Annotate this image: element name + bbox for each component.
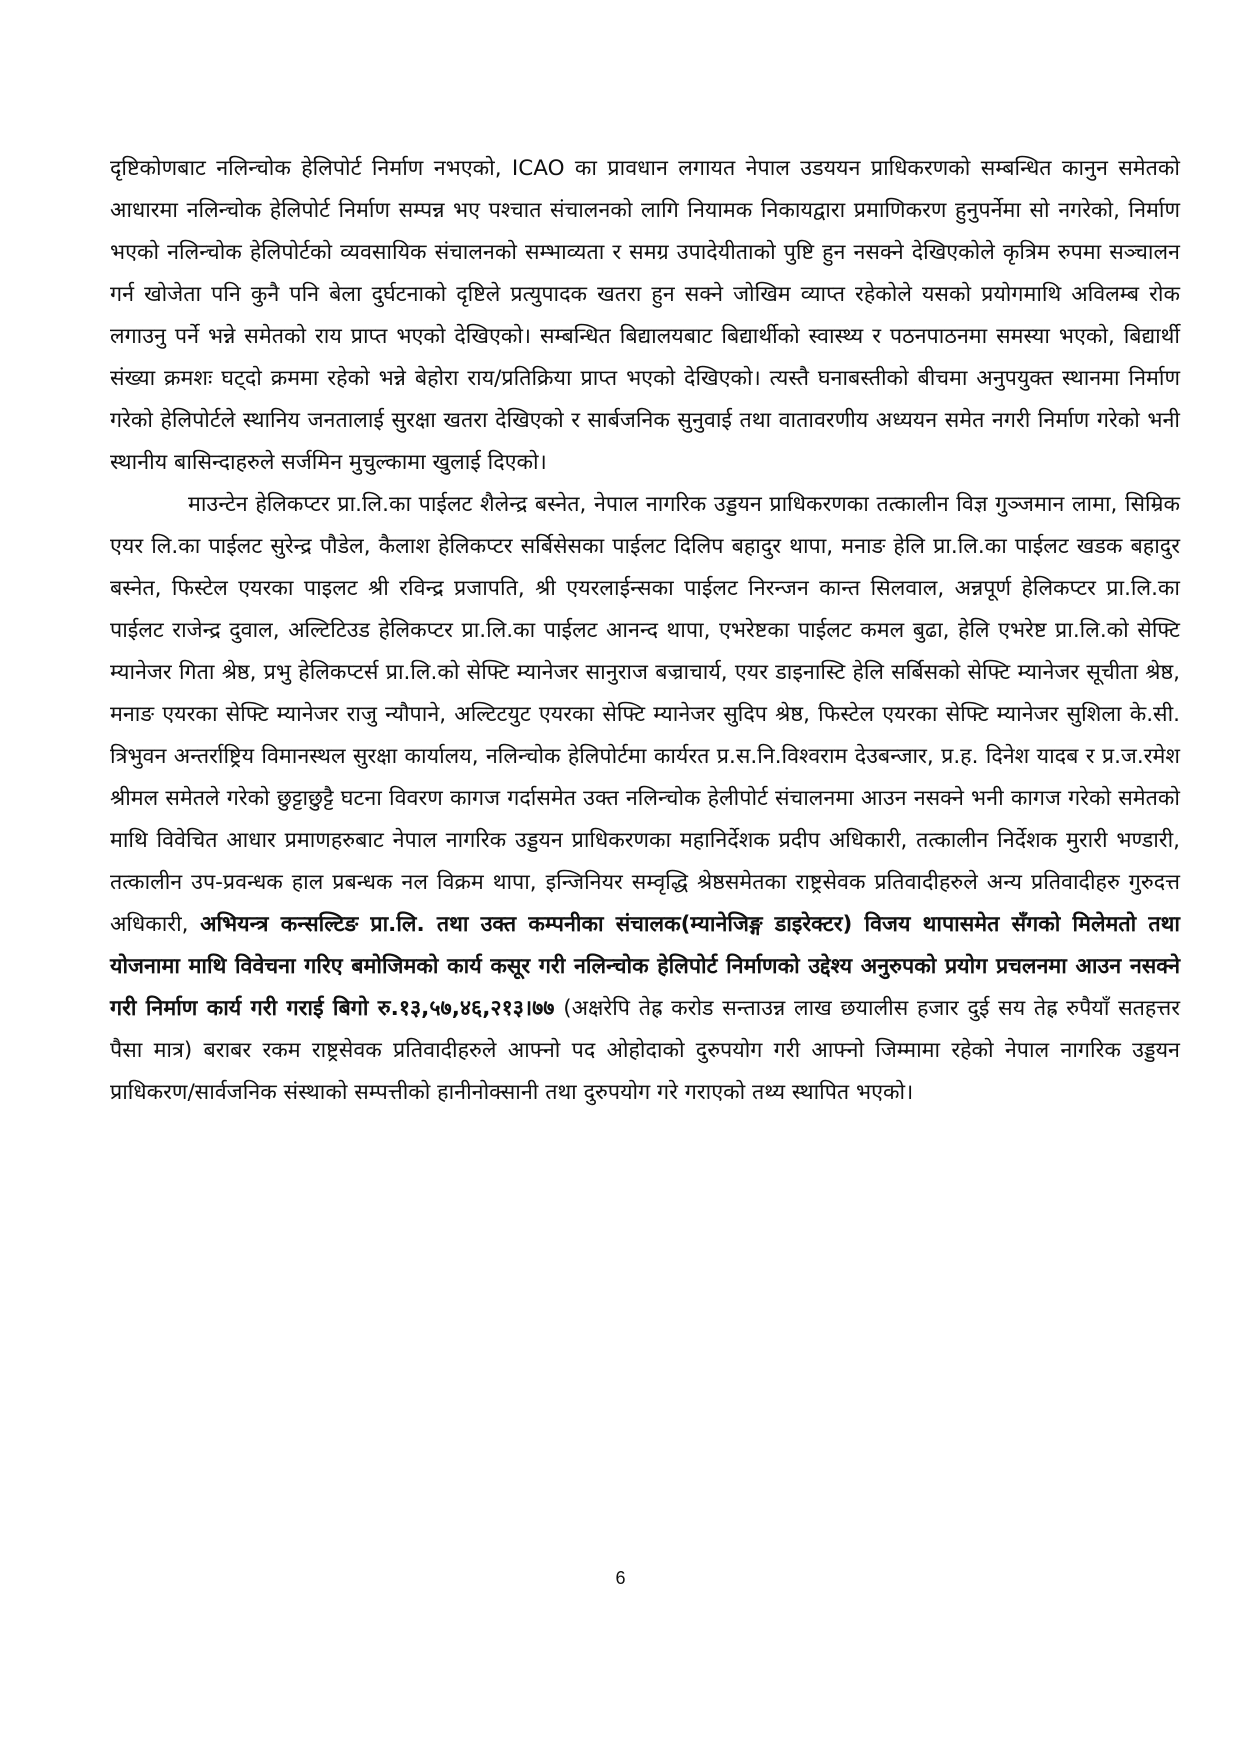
page-number: 6	[615, 1568, 626, 1588]
document-body	[110, 148, 1180, 1114]
paragraph-2-tail-text: (अक्षरेपि तेह्र करोड सन्ताउन्न लाख छयालीस हजार दुई सय तेह्र रुपैयाँ सतहत्तर पैसा मात्र) बराबर रकम राष्ट्रसेवक प्रतिवादीहरुले आफ्नो पद ओहोदाको दुरुपयोग गरी आफ्नो जिम्मामा रहेको नेपाल नागरिक उड्डयन प्राधिकरण/सार्वजनिक संस्थाको सम्पत्तीको हानीनोक्सानी तथा दुरुपयोग गरे गराएको तथ्य स्थापित भएको।	[110, 996, 1180, 1105]
paragraph-2	[110, 484, 1180, 1114]
paragraph-1: दृष्टिकोणबाट नलिन्चोक हेलिपोर्ट निर्माण नभएको, ICAO का प्रावधान लगायत नेपाल उडययन प्राधिकरणको सम्बन्धित कानुन समेतको आधारमा नलिन्चोक हेलिपोर्ट निर्माण सम्पन्न भए पश्चात संचालनको लागि नियामक निकायद्वारा प्रमाणिकरण हुनुपर्नेमा सो नगरेको, निर्माण भएको नलिन्चोक हेलिपोर्टको व्यवसायिक संचालनको सम्भाव्यता र समग्र उपादेयीताको पुष्टि हुन नसक्ने देखिएकोले कृत्रिम रुपमा सञ्चालन गर्न खोजेता पनि कुनै पनि बेला दुर्घटनाको दृष्टिले प्रत्युपादक खतरा हुन सक्ने जोखिम व्याप्त रहेकोले यसको प्रयोगमाथि अविलम्ब रोक लगाउनु पर्ने भन्ने समेतको राय प्राप्त भएको देखिएको। सम्बन्धित बिद्यालयबाट बिद्यार्थीको स्वास्थ्य र पठनपाठनमा समस्या भएको, बिद्यार्थी संख्या क्रमशः घट्दो क्रममा रहेको भन्ने बेहोरा राय/प्रतिक्रिया प्राप्त भएको देखिएको। त्यस्तै घनाबस्तीको बीचमा अनुपयुक्त स्थानमा निर्माण गरेको हेलिपोर्टले स्थानिय जनतालाई सुरक्षा खतरा देखिएको र सार्बजनिक सुनुवाई तथा वातावरणीय अध्ययन समेत नगरी निर्माण गरेको भनी स्थानीय बासिन्दाहरुले सर्जमिन मुचुल्कामा खुलाई दिएको।	[110, 156, 1180, 475]
paragraph-2-bold-text: अभियन्त्र कन्सल्टिङ प्रा.लि. तथा उक्त कम्पनीका संचालक(म्यानेजिङ्ग डाइरेक्टर) विजय थापासमेत सँगको मिलेमतो तथा योजनामा माथि विवेचना गरिए बमोजिमको कार्य कसूर गरी नलिन्चोक हेलिपोर्ट निर्माणको उद्देश्य अनुरुपको प्रयोग प्रचलनमा आउन नसक्ने गरी निर्माण कार्य गरी गराई बिगो रु.१३,५७,४६,२१३।७७	[110, 912, 1180, 1021]
paragraph-2-text: माउन्टेन हेलिकप्टर प्रा.लि.का पाईलट शैलेन्द्र बस्नेत, नेपाल नागरिक उड्डयन प्राधिकरणका तत्कालीन विज्ञ गुञ्जमान लामा, सिम्रिक एयर लि.का पाईलट सुरेन्द्र पौडेल, कैलाश हेलिकप्टर सर्बिसेसका पाईलट दिलिप बहादुर थापा, मनाङ हेलि प्रा.लि.का पाईलट खडक बहादुर बस्नेत, फिस्टेल एयरका पाइलट श्री रविन्द्र प्रजापति, श्री एयरलाईन्सका पाईलट निरन्जन कान्त सिलवाल, अन्नपूर्ण हेलिकप्टर प्रा.लि.का पाईलट राजेन्द्र दुवाल, अल्टिटिउड हेलिकप्टर प्रा.लि.का पाईलट आनन्द थापा, एभरेष्टका पाईलट कमल बुढा, हेलि एभरेष्ट प्रा.लि.को सेफ्टि म्यानेजर गिता श्रेष्ठ, प्रभु हेलिकप्टर्स प्रा.लि.को सेफ्टि म्यानेजर सानुराज बज्राचार्य, एयर डाइनास्टि हेलि सर्बिसको सेफ्टि म्यानेजर सूचीता श्रेष्ठ, मनाङ एयरका सेफ्टि म्यानेजर राजु न्यौपाने, अल्टिटयुट एयरका सेफ्टि म्यानेजर सुदिप श्रेष्ठ, फिस्टेल एयरका सेफ्टि म्यानेजर सुशिला के.सी. त्रिभुवन अन्तर्राष्ट्रिय विमानस्थल सुरक्षा कार्यालय, नलिन्चोक हेलिपोर्टमा कार्यरत प्र.स.नि.विश्वराम देउबन्जार, प्र.ह. दिनेश यादब र प्र.ज.रमेश श्रीमल समेतले गरेको छुट्टाछुट्टै घटना विवरण कागज गर्दासमेत उक्त नलिन्चोक हेलीपोर्ट संचालनमा आउन नसक्ने भनी कागज गरेको समेतको माथि विवेचित आधार प्रमाणहरुबाट नेपाल नागरिक उड्डयन प्राधिकरणका महानिर्देशक प्रदीप अधिकारी, तत्कालीन निर्देशक मुरारी भण्डारी, तत्कालीन उप-प्रवन्धक हाल प्रबन्धक नल विक्रम थापा, इन्जिनियर सम्वृद्धि श्रेष्ठसमेतका राष्ट्रसेवक प्रतिवादीहरुले अन्य प्रतिवादीहरु गुरुदत्त अधिकारी,	[110, 492, 1180, 937]
